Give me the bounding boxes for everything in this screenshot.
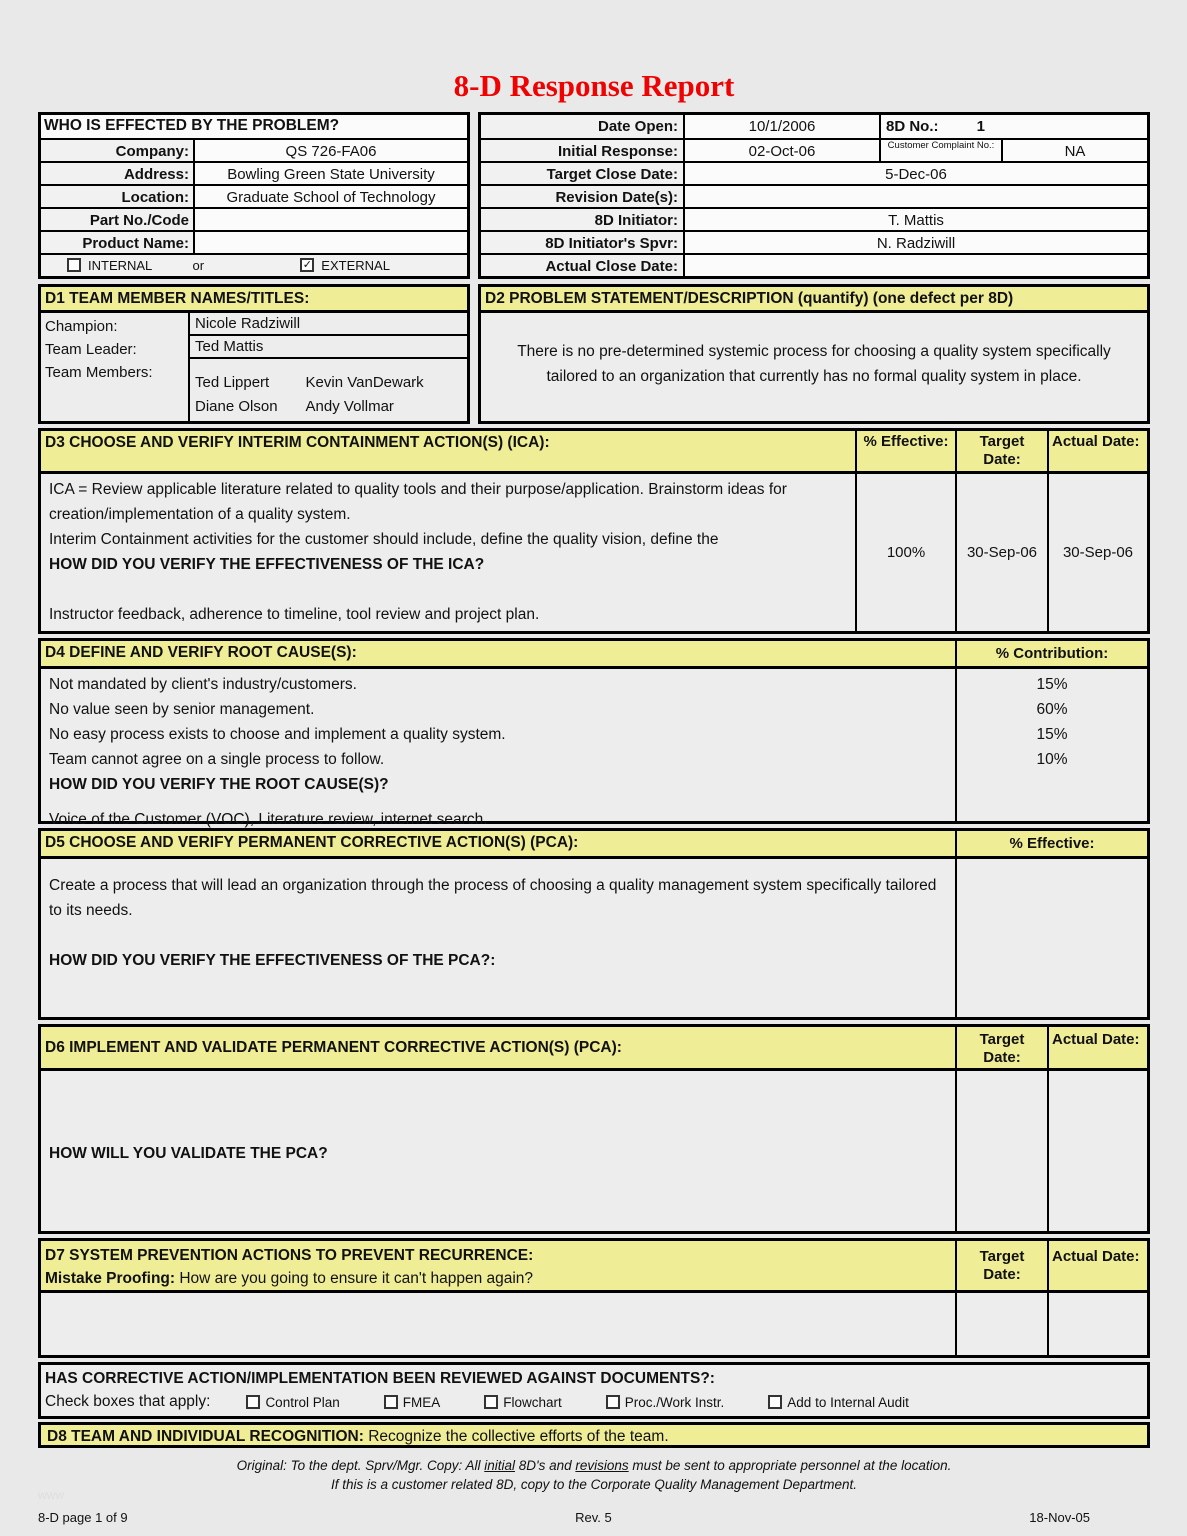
d8-heading: D8 TEAM AND INDIVIDUAL RECOGNITION: [47, 1428, 364, 1445]
team-leader-label: Team Leader: [45, 341, 137, 358]
d3-ica-text2: Interim Containment activities for the customer should include, define the quality vision, define the [49, 531, 719, 548]
add-internal-audit-label: Add to Internal Audit [787, 1394, 909, 1410]
distribution-notes [38, 1456, 1150, 1494]
d4-cause-pct: 60% [1036, 701, 1068, 718]
d6-pca-field[interactable] [41, 1071, 955, 1231]
flowchart-checkbox[interactable] [484, 1395, 498, 1409]
date-open-field[interactable]: 10/1/2006 [683, 115, 879, 138]
section-d2 [478, 284, 1150, 424]
d1-heading: D1 TEAM MEMBER NAMES/TITLES: [41, 287, 467, 313]
d3-ica-text: ICA = Review applicable literature related to quality tools and their purpose/application. Brainstorm ideas for creation/implementation of a quality system. [49, 481, 787, 523]
initiator-spvr-field[interactable]: N. Radziwill [683, 232, 1147, 253]
part-no-field[interactable] [193, 209, 467, 230]
section-d1 [38, 284, 470, 424]
team-member: Diane Olson [195, 398, 278, 415]
who-effected-table [38, 112, 470, 279]
d3-col-actual: Actual Date: [1047, 431, 1147, 471]
footer-date: 18-Nov-05 [1029, 1510, 1090, 1525]
initiator-spvr-label: 8D Initiator's Spvr: [545, 235, 678, 252]
external-checkbox[interactable] [300, 258, 314, 272]
revision-dates-field[interactable] [683, 186, 1147, 207]
address-label: Address: [123, 166, 189, 183]
internal-checkbox[interactable] [67, 258, 81, 272]
who-effected-heading: WHO IS EFFECTED BY THE PROBLEM? [41, 115, 467, 138]
8d-no-label: 8D No.: [886, 118, 939, 135]
location-label: Location: [121, 189, 189, 206]
location-field[interactable]: Graduate School of Technology [193, 186, 467, 207]
team-members-field[interactable] [190, 359, 467, 419]
review-heading: HAS CORRECTIVE ACTION/IMPLEMENTATION BEEN REVIEWED AGAINST DOCUMENTS?: [45, 1370, 715, 1387]
section-d6 [38, 1024, 1150, 1234]
footer-revision: Rev. 5 [575, 1510, 612, 1525]
section-d4 [38, 638, 1150, 828]
problem-statement-field[interactable]: There is no pre-determined systemic process for choosing a quality system specifically tailored to an organization that currently has no formal quality system in place. [517, 343, 1111, 385]
d5-verify-question: HOW DID YOU VERIFY THE EFFECTIVENESS OF THE PCA?: [49, 952, 496, 969]
d7-prevention-field[interactable] [41, 1293, 955, 1355]
d4-cause-pct: 10% [1036, 751, 1068, 768]
d6-heading: D6 IMPLEMENT AND VALIDATE PERMANENT CORRECTIVE ACTION(S) (PCA): [45, 1039, 622, 1056]
dates-table [478, 112, 1150, 279]
fmea-checkbox[interactable] [384, 1395, 398, 1409]
control-plan-checkbox[interactable] [246, 1395, 260, 1409]
internal-label: INTERNAL [88, 257, 153, 273]
initial-response-field[interactable]: 02-Oct-06 [683, 140, 879, 161]
fmea-label: FMEA [402, 1394, 441, 1410]
team-members-label: Team Members: [45, 364, 153, 381]
d5-pca-text: Create a process that will lead an organization through the process of choosing a quality management system specifically tailored to its needs. [49, 877, 937, 919]
page-title: 8-D Response Report [453, 68, 735, 103]
team-member: Ted Lippert [195, 374, 270, 391]
note-line-2: If this is a customer related 8D, copy to the Corporate Quality Management Department. [331, 1477, 857, 1492]
d6-validate-question: HOW WILL YOU VALIDATE THE PCA? [49, 1145, 328, 1162]
proc-work-instr-checkbox[interactable] [606, 1395, 620, 1409]
d6-target-date-field[interactable] [955, 1071, 1047, 1231]
section-d3 [38, 428, 1150, 634]
proc-work-instr-label: Proc./Work Instr. [624, 1394, 725, 1410]
note-line-1: Original: To the dept. Sprv/Mgr. Copy: All initial 8D's and revisions must be sent to appropriate personnel at the location. [236, 1458, 952, 1473]
8d-no-cell[interactable] [879, 115, 1147, 138]
d1-role-labels [41, 313, 188, 421]
d7-heading: D7 SYSTEM PREVENTION ACTIONS TO PREVENT RECURRENCE: [45, 1247, 534, 1264]
section-d7 [38, 1238, 1150, 1358]
d7-actual-date-field[interactable] [1047, 1293, 1147, 1355]
initiator-field[interactable]: T. Mattis [683, 209, 1147, 230]
company-field[interactable]: QS 726-FA06 [193, 140, 467, 161]
check-icon: ✓ [302, 258, 312, 271]
d3-target-date-field[interactable]: 30-Sep-06 [955, 474, 1047, 631]
d3-verify-answer: Instructor feedback, adherence to timeline, tool review and project plan. [49, 606, 540, 623]
watermark: www [38, 1488, 64, 1502]
d4-cause: No value seen by senior management. [49, 701, 315, 718]
initial-response-label: Initial Response: [557, 143, 678, 160]
d3-effective-field[interactable]: 100% [855, 474, 955, 631]
add-internal-audit-checkbox[interactable] [768, 1395, 782, 1409]
d4-cause-pct: 15% [1036, 726, 1068, 743]
8d-no-value: 1 [976, 118, 986, 135]
or-label: or [192, 257, 205, 273]
d4-cause: Team cannot agree on a single process to follow. [49, 751, 385, 768]
d4-col-contribution: % Contribution: [955, 641, 1147, 666]
page-footer [38, 1510, 1150, 1525]
d4-cause: Not mandated by client's industry/customers. [49, 676, 357, 693]
d2-heading: D2 PROBLEM STATEMENT/DESCRIPTION (quantify) (one defect per 8D) [481, 287, 1147, 313]
d4-contribution-field[interactable] [955, 669, 1147, 821]
d7-mistake-proofing-label: Mistake Proofing: [45, 1270, 176, 1287]
target-close-field[interactable]: 5-Dec-06 [683, 163, 1147, 184]
d7-mistake-proofing-question: How are you going to ensure it can't happen again? [179, 1270, 534, 1287]
date-open-label: Date Open: [597, 118, 678, 135]
section-d8 [38, 1422, 1150, 1448]
d4-verify-answer: Voice of the Customer (VOC), Literature review, internet search. [49, 811, 488, 828]
d3-col-target: Target Date: [955, 431, 1047, 471]
champion-label: Champion: [45, 318, 118, 335]
revision-dates-label: Revision Date(s): [555, 189, 678, 206]
d3-ica-field[interactable] [41, 474, 855, 631]
product-name-field[interactable] [193, 232, 467, 253]
header-block [38, 112, 1150, 279]
customer-complaint-label: Customer Complaint No.: [879, 140, 1001, 161]
part-no-label: Part No./Code [89, 212, 189, 229]
d4-root-causes-field[interactable] [41, 669, 955, 828]
footer-page-number: 8-D page 1 of 9 [38, 1510, 128, 1525]
d4-verify-question: HOW DID YOU VERIFY THE ROOT CAUSE(S)? [49, 776, 389, 793]
d3-col-effective: % Effective: [855, 431, 955, 471]
d4-heading: D4 DEFINE AND VERIFY ROOT CAUSE(S): [45, 644, 357, 661]
d7-col-target: Target Date: [955, 1241, 1047, 1290]
d6-col-target: Target Date: [955, 1027, 1047, 1068]
section-d5 [38, 828, 1150, 1020]
target-close-label: Target Close Date: [546, 166, 678, 183]
company-label: Company: [115, 143, 189, 160]
d6-actual-date-field[interactable] [1047, 1071, 1147, 1231]
d5-col-effective: % Effective: [955, 831, 1147, 856]
d3-actual-date-field[interactable]: 30-Sep-06 [1047, 474, 1147, 631]
control-plan-label: Control Plan [265, 1394, 340, 1410]
review-instruction: Check boxes that apply: [45, 1393, 211, 1410]
actual-close-field[interactable] [683, 255, 1147, 276]
champion-field[interactable]: Nicole Radziwill [190, 313, 467, 336]
d6-col-actual: Actual Date: [1047, 1027, 1147, 1068]
team-leader-field[interactable]: Ted Mattis [190, 336, 467, 359]
d7-col-actual: Actual Date: [1047, 1241, 1147, 1290]
flowchart-label: Flowchart [503, 1394, 562, 1410]
actual-close-label: Actual Close Date: [545, 258, 678, 275]
d4-cause: No easy process exists to choose and implement a quality system. [49, 726, 506, 743]
d5-effective-field[interactable] [955, 859, 1147, 1017]
team-member: Andy Vollmar [305, 398, 394, 415]
team-member: Kevin VanDewark [305, 374, 424, 391]
d8-subtitle: Recognize the collective efforts of the team. [368, 1428, 669, 1445]
external-label: EXTERNAL [321, 257, 390, 273]
d5-heading: D5 CHOOSE AND VERIFY PERMANENT CORRECTIVE ACTION(S) (PCA): [45, 834, 579, 851]
product-name-label: Product Name: [82, 235, 189, 252]
d3-heading: D3 CHOOSE AND VERIFY INTERIM CONTAINMENT ACTION(S) (ICA): [45, 434, 550, 451]
address-field[interactable]: Bowling Green State University [193, 163, 467, 184]
d4-cause-pct: 15% [1036, 676, 1068, 693]
d5-pca-field[interactable] [41, 859, 955, 1017]
d7-target-date-field[interactable] [955, 1293, 1047, 1355]
section-review [38, 1362, 1150, 1419]
customer-complaint-field[interactable]: NA [1001, 140, 1147, 161]
initiator-label: 8D Initiator: [594, 212, 678, 229]
d3-verify-question: HOW DID YOU VERIFY THE EFFECTIVENESS OF THE ICA? [49, 556, 485, 573]
